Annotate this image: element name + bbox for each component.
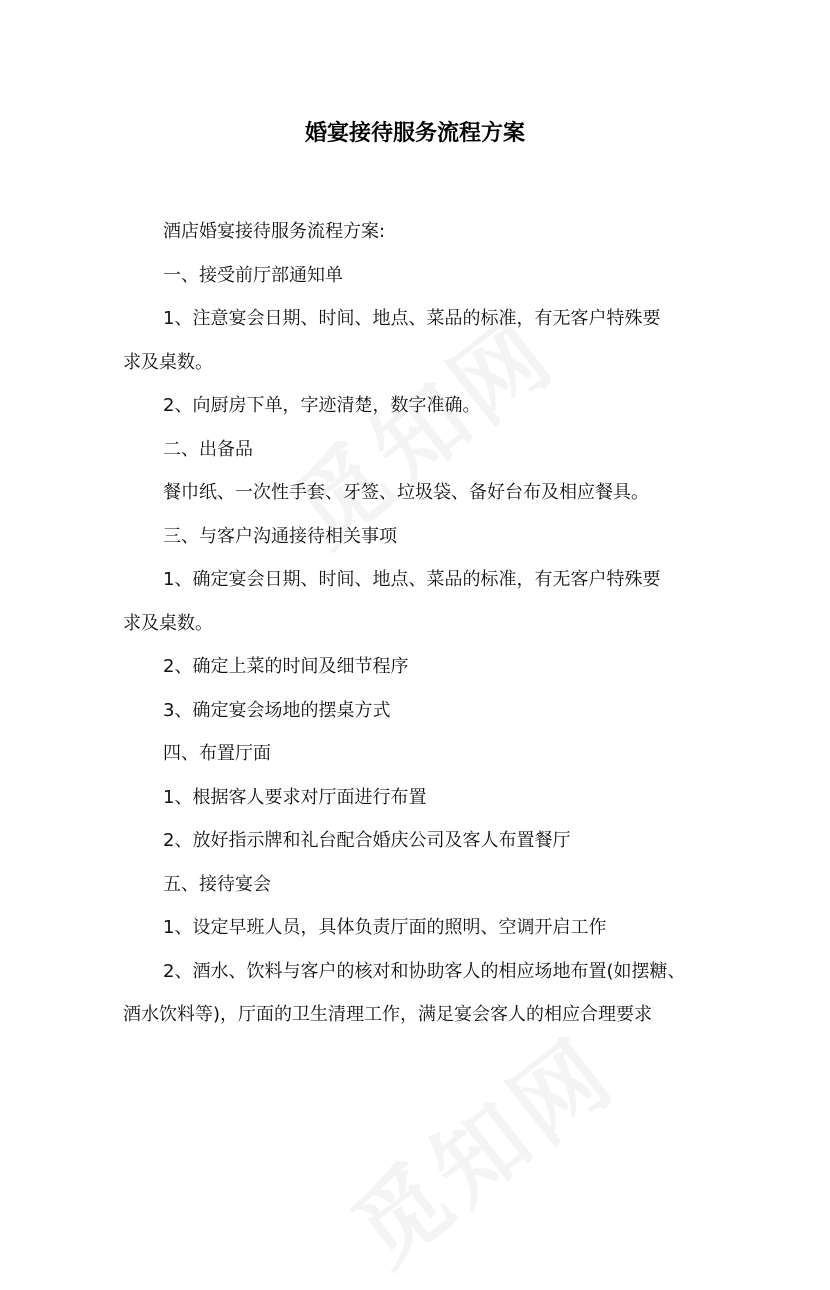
- paragraph-line: 求及桌数。: [123, 351, 213, 373]
- paragraph-line: 2、放好指示牌和礼台配合婚庆公司及客人布置餐厅: [163, 830, 571, 851]
- document-body: [123, 210, 723, 1037]
- paragraph-line: 2、确定上菜的时间及细节程序: [163, 656, 409, 677]
- paragraph-line: 酒水饮料等)，厅面的卫生清理工作，满足宴会客人的相应合理要求: [123, 1004, 653, 1025]
- paragraph-line: 酒店婚宴接待服务流程方案:: [163, 221, 386, 242]
- paragraph-line: 二、出备品: [163, 438, 253, 460]
- paragraph-line: 2、向厨房下单，字迹清楚，数字准确。: [163, 395, 481, 416]
- paragraph-line: 一、接受前厅部通知单: [163, 264, 343, 286]
- paragraph-line: 3、确定宴会场地的摆桌方式: [163, 699, 391, 721]
- paragraph-line: 四、布置厅面: [163, 743, 271, 764]
- paragraph-line: 三、与客户沟通接待相关事项: [163, 525, 397, 547]
- paragraph-line: 1、设定早班人员，具体负责厅面的照明、空调开启工作: [163, 917, 607, 938]
- paragraph-line: 求及桌数。: [123, 612, 213, 634]
- document-title: 婚宴接待服务流程方案: [304, 121, 525, 146]
- paragraph-line: 餐巾纸、一次性手套、牙签、垃圾袋、备好台布及相应餐具。: [163, 482, 649, 503]
- paragraph-line: 2、酒水、饮料与客户的核对和协助客人的相应场地布置(如摆糖、: [163, 960, 686, 982]
- paragraph-line: 1、根据客人要求对厅面进行布置: [163, 786, 427, 808]
- paragraph-line: 1、注意宴会日期、时间、地点、菜品的标准，有无客户特殊要: [163, 308, 661, 329]
- watermark: [321, 1002, 639, 1290]
- paragraph-line: 1、确定宴会日期、时间、地点、菜品的标准，有无客户特殊要: [163, 569, 661, 590]
- paragraph-line: 五、接待宴会: [163, 873, 271, 895]
